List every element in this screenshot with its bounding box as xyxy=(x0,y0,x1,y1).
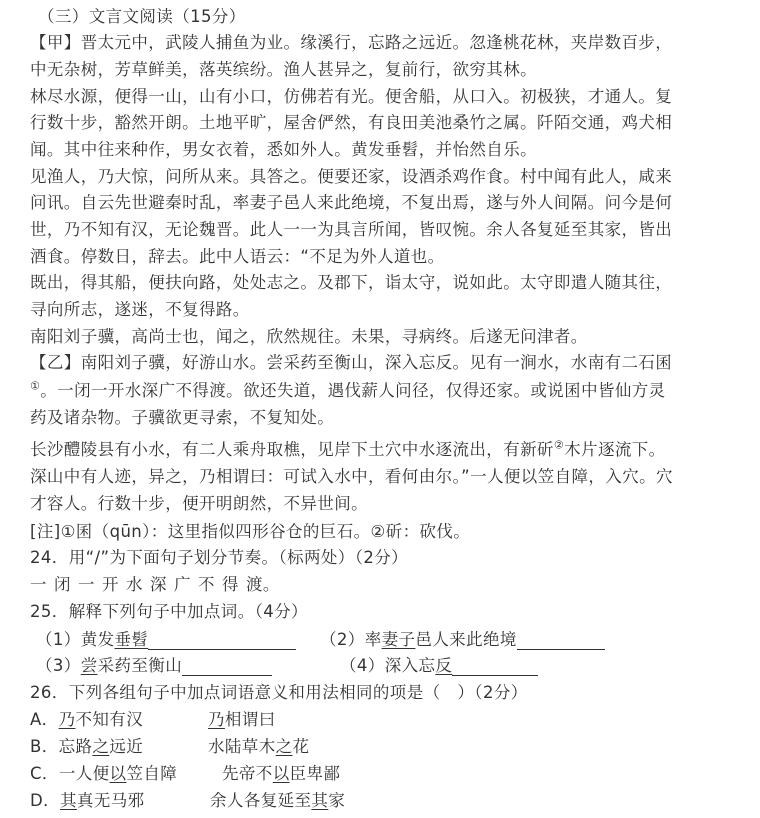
item-number: （1） xyxy=(36,630,81,649)
passage-jia-line: 既出，得其船，便扶向路，处处志之。及郡下，诣太守，说如此。太守即遣人随其往， xyxy=(30,273,673,292)
passage-jia-line: 见渔人，乃大惊，问所从来。具答之。便要还家，设酒杀鸡作食。村中闻有此人，咸来 xyxy=(30,167,673,186)
option-text: 余人各复延至 xyxy=(210,791,312,810)
passage-jia-line: 南阳刘子骥，高尚士也，闻之，欣然规往。未果，寻病终。后遂无问津者。 xyxy=(30,327,588,346)
sentence-char: 得 xyxy=(222,575,239,594)
question-26-option-b[interactable] xyxy=(30,734,143,760)
question-26-option-d[interactable] xyxy=(30,788,145,814)
item-text: 黄发 xyxy=(80,630,115,649)
dotted-word: 以 xyxy=(272,764,290,783)
dotted-word: 之 xyxy=(92,737,110,756)
dotted-word: 其 xyxy=(60,791,77,810)
sentence-char: 渡。 xyxy=(246,575,280,594)
dotted-word: 尝 xyxy=(80,656,98,675)
passage-jia-line: 酒食。停数日，辞去。此中人语云：“不足为外人道也。 xyxy=(30,247,445,266)
question-25-item-3 xyxy=(36,653,272,679)
footnote-marker: ① xyxy=(30,379,41,393)
question-25-item-4 xyxy=(340,653,538,679)
option-letter: A． xyxy=(30,710,59,729)
passage-jia-line: 林尽水源，便得一山，山有小口，仿佛若有光。便舍船，从口入。初极狭，才通人。复 xyxy=(30,87,673,106)
sentence-char: 一 xyxy=(78,575,95,594)
dotted-word: 其 xyxy=(311,791,329,810)
passage-yi-label: 【乙】 xyxy=(30,353,81,372)
item-number: （4） xyxy=(340,656,385,675)
dotted-word: 乃 xyxy=(58,710,76,729)
option-letter: D． xyxy=(30,791,61,810)
passage-text: 木片逐流下。 xyxy=(564,440,666,459)
sentence-char: 不 xyxy=(198,575,215,594)
question-26-option-a-second xyxy=(208,707,276,733)
answer-blank[interactable] xyxy=(517,631,605,650)
option-text: 臣卑鄙 xyxy=(289,764,341,783)
option-text: 真无马邪 xyxy=(76,791,145,810)
passage-jia-line xyxy=(30,30,672,56)
item-text: 深入忘 xyxy=(384,656,436,675)
item-number: （3） xyxy=(36,656,81,675)
passage-yi-line: 才容人。行数十步，便开明朗然，不异世间。 xyxy=(30,494,368,513)
dotted-word: 之 xyxy=(275,737,293,756)
question-25-item-1 xyxy=(36,627,296,653)
passage-yi-line xyxy=(30,350,672,376)
question-26-option-d-second xyxy=(210,788,345,814)
section-title: （三）文言文阅读（15分） xyxy=(38,7,246,26)
question-24-sentence xyxy=(30,572,280,598)
passage-yi-line xyxy=(30,437,666,463)
option-text: 相谓曰 xyxy=(224,710,276,729)
sentence-char: 开 xyxy=(102,575,119,594)
passage-jia-line: 行数十步，豁然开朗。土地平旷，屋舍俨然，有良田美池桑竹之属。阡陌交通，鸡犬相 xyxy=(30,113,673,132)
passage-text: 南阳刘子骥，好游山水。尝采药至衡山，深入忘反。见有一涧水，水南有二石囷 xyxy=(80,353,673,372)
item-number: （2） xyxy=(320,630,365,649)
passage-yi-line: 深山中有人迹，异之，乃相谓曰：可试入水中，看何由尔。”一人便以笠自障，入穴。穴 xyxy=(30,467,673,486)
option-text: 先帝不 xyxy=(222,764,273,783)
item-text: 率 xyxy=(364,630,382,649)
passage-jia-line: 问讯。自云先世避秦时乱，率妻子邑人来此绝境，不复出焉，遂与外人间隔。问今是何 xyxy=(30,193,673,212)
question-26-option-a[interactable] xyxy=(30,707,143,733)
sentence-char: 闭 xyxy=(54,575,71,594)
passage-yi-line xyxy=(30,378,666,404)
passage-jia-label: 【甲】 xyxy=(30,33,81,52)
item-text: 采药至衡山 xyxy=(97,656,183,675)
dotted-word: 以 xyxy=(109,764,127,783)
question-25-prompt: 25．解释下列句子中加点词。（4分） xyxy=(30,602,308,621)
question-26-option-c-second xyxy=(222,761,340,787)
passage-jia-line: 世，乃不知有汉，无论魏晋。此人一一为具言所闻，皆叹惋。余人各复延至其家，皆出 xyxy=(30,220,673,239)
answer-blank[interactable] xyxy=(148,631,296,650)
option-text: 不知有汉 xyxy=(75,710,144,729)
dotted-word: 乃 xyxy=(208,710,225,729)
option-text: 花 xyxy=(292,737,310,756)
passage-text: 。一闭一开水深广不得渡。欲还失道，遇伐薪人问径，仅得还家。或说囷中皆仙方灵 xyxy=(40,381,666,400)
question-26-prompt: 26．下列各组句子中加点词语意义和用法相同的项是（ ）（2分） xyxy=(30,683,528,702)
question-26-option-b-second xyxy=(208,734,309,760)
sentence-char: 广 xyxy=(174,575,191,594)
passage-text: 晋太元中，武陵人捕鱼为业。缘溪行，忘路之远近。忽逢桃花林，夹岸数百步， xyxy=(80,33,673,52)
dotted-word: 妻子 xyxy=(381,630,416,649)
dotted-word: 垂髫 xyxy=(114,630,149,649)
item-text: 邑人来此绝境 xyxy=(415,630,517,649)
option-text: 远近 xyxy=(109,737,144,756)
sentence-char: 一 xyxy=(30,575,47,594)
annotation-notes: [注]①囷（qūn）：这里指似四形谷仓的巨石。②斫：砍伐。 xyxy=(30,522,471,541)
option-text: 一人便 xyxy=(58,764,110,783)
passage-jia-line: 中无杂树，芳草鲜美，落英缤纷。渔人甚异之，复前行，欲穷其林。 xyxy=(30,60,537,79)
sentence-char: 深 xyxy=(150,575,167,594)
passage-text: 长沙醴陵县有小水，有二人乘舟取樵，见岸下土穴中水逐流出，有新斫 xyxy=(30,440,554,459)
sentence-char: 水 xyxy=(126,575,143,594)
option-text: 家 xyxy=(328,791,346,810)
question-25-item-2 xyxy=(320,627,605,653)
option-letter: B． xyxy=(30,737,59,756)
answer-blank[interactable] xyxy=(452,657,538,676)
footnote-marker: ② xyxy=(553,438,565,452)
option-text: 水陆草木 xyxy=(208,737,276,756)
passage-jia-line: 闻。其中往来种作，男女衣着，悉如外人。黄发垂髫，并怡然自乐。 xyxy=(30,140,537,159)
question-24-prompt: 24．用“/”为下面句子划分节奏。（标两处）（2分） xyxy=(30,548,409,567)
option-letter: C． xyxy=(30,764,59,783)
question-26-option-c[interactable] xyxy=(30,761,177,787)
option-text: 忘路 xyxy=(58,737,93,756)
dotted-word: 反 xyxy=(435,656,453,675)
passage-jia-line: 寻向所志，遂迷，不复得路。 xyxy=(30,300,250,319)
option-text: 笠自障 xyxy=(126,764,178,783)
answer-blank[interactable] xyxy=(182,657,272,676)
passage-yi-line: 药及诸杂物。子骥欲更寻索，不复知处。 xyxy=(30,408,335,427)
